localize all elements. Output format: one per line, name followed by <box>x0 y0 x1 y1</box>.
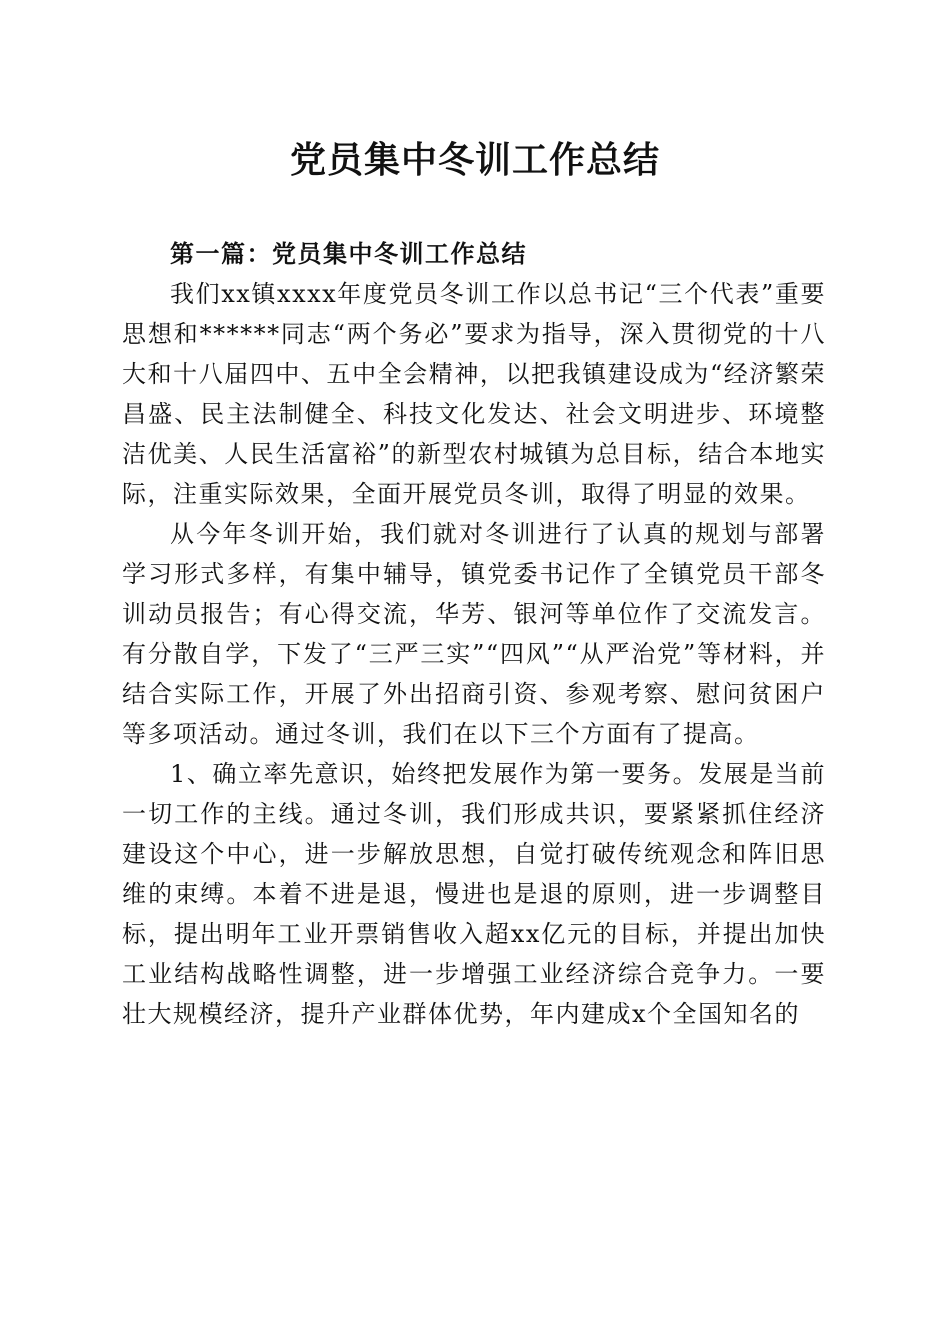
section-subheading: 第一篇：党员集中冬训工作总结 <box>170 239 527 268</box>
paragraph-point-1: 1、确立率先意识，始终把发展作为第一要务。发展是当前一切工作的主线。通过冬训，我们形成共识，要紧紧抓住经济建设这个中心，进一步解放思想，自觉打破传统观念和阵旧思维的束缚。本着不进是退，慢进也是退的原则，进一步调整目标，提出明年工业开票销售收入超xx亿元的目标，并提出加快工业结构战略性调整，进一步增强工业经济综合竞争力。一要壮大规模经济，提升产业群体优势，年内建成x个全国知名的 <box>122 760 826 1028</box>
paragraph-intro: 我们xx镇xxxx年度党员冬训工作以总书记“三个代表”重要思想和******同志“两个务必”要求为指导，深入贯彻党的十八大和十八届四中、五中全会精神，以把我镇建设成为“经济繁荣昌盛、民主法制健全、科技文化发达、社会文明进步、环境整洁优美、人民生活富裕”的新型农村城镇为总目标，结合本地实际，注重实际效果，全面开展党员冬训，取得了明显的效果。 <box>122 280 826 508</box>
paragraph-planning: 从今年冬训开始，我们就对冬训进行了认真的规划与部署学习形式多样，有集中辅导，镇党委书记作了全镇党员干部冬训动员报告；有心得交流，华芳、银河等单位作了交流发言。有分散自学，下发了“三严三实”“四风”“从严治党”等材料，并结合实际工作，开展了外出招商引资、参观考察、慰问贫困户等多项活动。通过冬训，我们在以下三个方面有了提高。 <box>122 520 826 748</box>
document-title: 党员集中冬训工作总结 <box>289 139 660 181</box>
document-body <box>122 234 826 1034</box>
